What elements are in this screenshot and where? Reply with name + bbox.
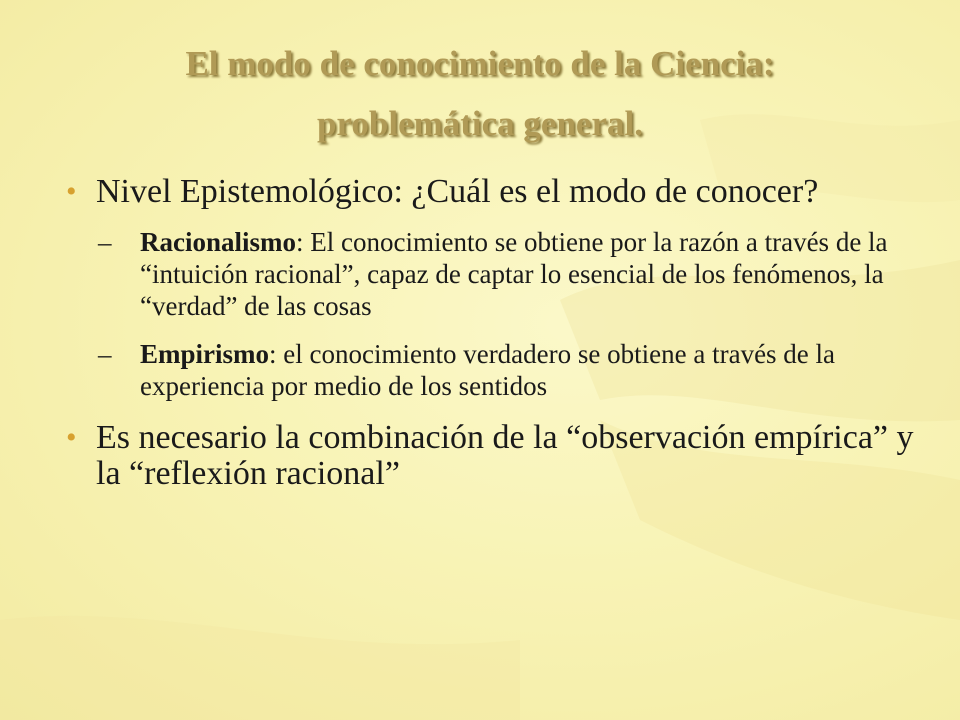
bullet-text: Nivel Epistemológico: ¿Cuál es el modo de conocer? (96, 173, 819, 210)
sub-item-term: Empirismo (140, 339, 270, 369)
bullet-marker: • (66, 175, 77, 208)
bullet-item-2 (66, 420, 926, 492)
bullet-marker: • (66, 421, 77, 454)
sub-item-dash: – (98, 227, 112, 257)
bullet-item-1 (66, 174, 926, 210)
sub-item-text: : el conocimiento verdadero se obtiene a través de la experiencia por medio de los sentidos (140, 339, 836, 401)
bullet-text: Es necesario la combinación de la “observación empírica” y la “reflexión racional” (96, 419, 914, 492)
slide-title-line-1: El modo de conocimiento de la Ciencia: (185, 44, 775, 83)
slide-body (66, 174, 926, 492)
sub-item-dash: – (98, 339, 112, 369)
sub-item-term: Racionalismo (140, 227, 297, 257)
slide-title (60, 34, 900, 154)
sub-item-racionalismo (66, 226, 926, 322)
sub-item-empirismo (66, 338, 926, 402)
sub-item-text: : El conocimiento se obtiene por la razón a través de la “intuición racional”, capaz de captar lo esencial de los fenómenos, la “verdad” de las cosas (140, 227, 888, 321)
slide-title-line-2: problemática general. (317, 104, 643, 143)
